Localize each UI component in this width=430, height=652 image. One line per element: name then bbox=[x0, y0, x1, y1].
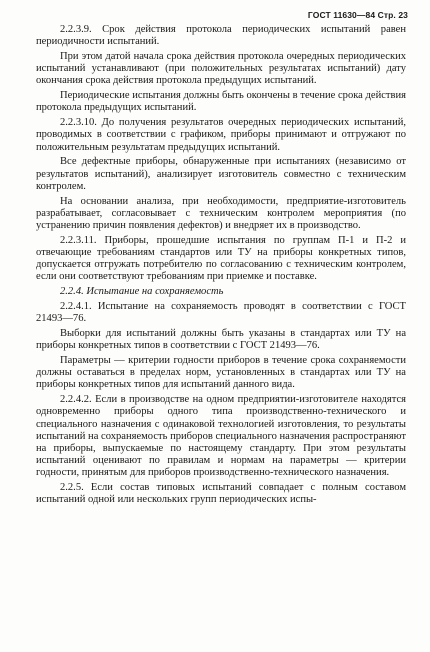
paragraph: Все дефектные приборы, обнаруженные при испытаниях (независимо от результатов испытаний), анализирует изготовитель совместно с техническим контролем. bbox=[36, 156, 406, 192]
paragraph: Параметры — критерии годности приборов в течение срока сохраняемости должны оставаться в пределах норм, установленных в стандартах или ТУ на приборы конкретных типов для испытаний данного вида. bbox=[36, 355, 406, 391]
paragraph: 2.2.4.1. Испытание на сохраняемость проводят в соответствии с ГОСТ 21493—76. bbox=[36, 301, 406, 325]
section-heading: 2.2.4. Испытание на сохраняемость bbox=[60, 286, 224, 298]
standard-number: ГОСТ 11630—84 bbox=[307, 10, 376, 20]
paragraph: Выборки для испытаний должны быть указаны в стандартах или ТУ на приборы конкретных типов в соответствии с ГОСТ 21493—76. bbox=[36, 328, 406, 352]
paragraph: 2.2.5. Если состав типовых испытаний совпадает с полным составом испытаний одной или нескольких групп периодических испы- bbox=[36, 482, 406, 506]
paragraph: 2.2.4.2. Если в производстве на одном предприятии-изготовителе находятся одновременно приборы одного типа производственно-технического и специального назначения с одинаковой технологией изготовления, то результаты испытаний на сохраняемость приборов специального назначения распространяют на приборы, выпускаемые по настоящему стандарту. При этом результаты испытаний оценивают по правилам и нормам на параметры — критерии годности, принятым для приборов производственно-технического назначения. bbox=[36, 394, 406, 479]
paragraph: 2.2.3.9. Срок действия протокола периодических испытаний равен периодичности испытаний. bbox=[36, 24, 406, 48]
document-body bbox=[36, 24, 406, 509]
paragraph: 2.2.3.10. До получения результатов очередных периодических испытаний, проводимых в соответствии с графиком, приборы принимают и отгружают по положительным результатам предыдущих испытаний. bbox=[36, 117, 406, 153]
paragraph: На основании анализа, при необходимости, предприятие-изготовитель разрабатывает, согласовывает с техническим контролем мероприятия (по устранению причин появления дефектов) и внедряет их в производство. bbox=[36, 195, 406, 232]
paragraph: Периодические испытания должны быть окончены в течение срока действия протокола предыдущих испытаний. bbox=[36, 90, 406, 114]
page-number: Стр. 23 bbox=[377, 10, 408, 20]
page-header bbox=[308, 9, 408, 21]
paragraph: При этом датой начала срока действия протокола очередных периодических испытаний устанавливают (при положительных результатах испытаний) дату окончания срока действия протокола предыдущих испытаний. bbox=[36, 51, 406, 87]
paragraph: 2.2.3.11. Приборы, прошедшие испытания по группам П-1 и П-2 и отвечающие требованиям стандартов или ТУ на приборы конкретных типов, допускается отгружать потребителю по согласованию с техническим контролем, если они соответствуют требованиям при приемке и поставке. bbox=[36, 234, 406, 283]
